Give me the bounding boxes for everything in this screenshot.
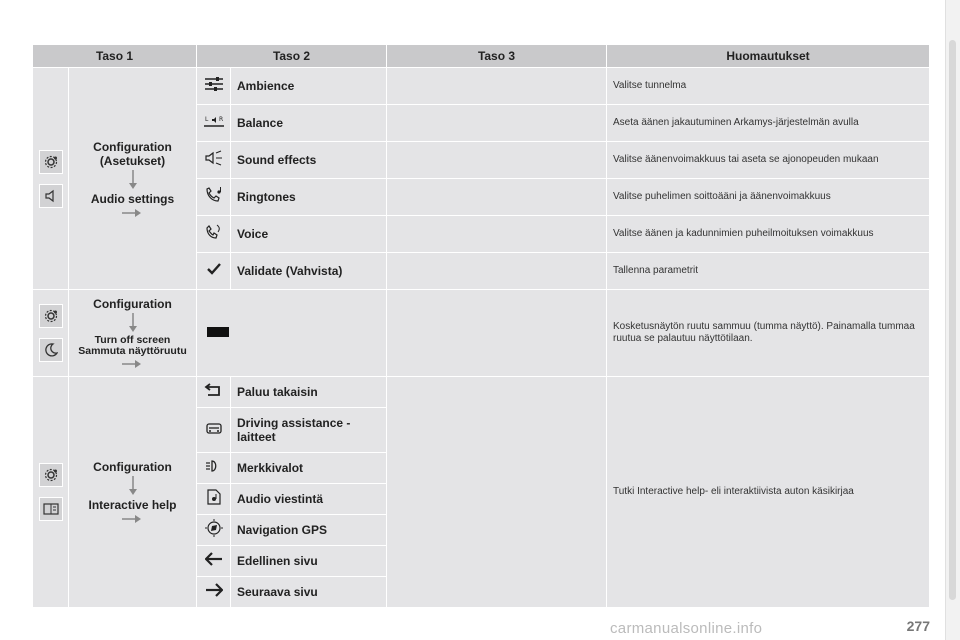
audio-phone-icon	[204, 488, 224, 506]
back-icon-cell	[197, 377, 231, 408]
level3-label[interactable]: Sound effects	[231, 142, 387, 179]
navigation-icon-cell	[197, 515, 231, 546]
voice-icon	[204, 223, 224, 241]
header-huomautukset: Huomautukset	[607, 45, 930, 68]
header-taso2: Taso 2	[197, 45, 387, 68]
note: Valitse puhelimen soittoääni ja äänenvoimakkuus	[607, 179, 930, 216]
balance-icon-cell	[197, 105, 231, 142]
level3-label[interactable]: Edellinen sivu	[231, 546, 387, 577]
gear-icon	[39, 463, 63, 487]
level3-label[interactable]: Driving assistance - laitteet	[231, 408, 387, 453]
arrow-right-icon	[122, 514, 142, 524]
dark-screen-icon	[207, 327, 229, 337]
voice-icon-cell	[197, 216, 231, 253]
dark-screen-icon-cell	[197, 290, 387, 377]
level3-empty	[387, 142, 607, 179]
level2-line2: Interactive help	[88, 498, 177, 512]
level3-label[interactable]: Audio viestintä	[231, 484, 387, 515]
level3-label[interactable]: Validate (Vahvista)	[231, 253, 387, 290]
level3-label[interactable]: Seuraava sivu	[231, 577, 387, 608]
header-taso3: Taso 3	[387, 45, 607, 68]
level3-label[interactable]: Merkkivalot	[231, 453, 387, 484]
svg-text:L: L	[204, 115, 208, 123]
scrollbar-thumb[interactable]	[949, 40, 956, 600]
level2-audio-settings	[69, 68, 197, 290]
gear-icon	[39, 150, 63, 174]
ringtones-icon-cell	[197, 179, 231, 216]
level3-label[interactable]: Navigation GPS	[231, 515, 387, 546]
note: Tallenna parametrit	[607, 253, 930, 290]
balance-icon	[203, 113, 225, 129]
level2-line2: Turn off screen	[94, 334, 171, 346]
sliders-icon	[204, 76, 224, 92]
headlight-icon	[204, 459, 224, 473]
level3-empty	[387, 253, 607, 290]
level3-empty	[387, 68, 607, 105]
arrow-right-icon	[122, 208, 142, 218]
audio-communication-icon-cell	[197, 484, 231, 515]
level1-icons	[33, 377, 69, 608]
note: Tutki Interactive help- eli interaktiivista auton käsikirjaa	[607, 377, 930, 608]
svg-text:R: R	[218, 115, 223, 123]
speaker-icon	[39, 184, 63, 208]
page-number: 277	[906, 618, 930, 634]
settings-table	[32, 44, 930, 608]
table-row	[33, 68, 930, 105]
warning-lights-icon-cell	[197, 453, 231, 484]
level3-empty	[387, 377, 607, 608]
header-row	[33, 45, 930, 68]
ringtone-icon	[204, 186, 224, 204]
level3-label[interactable]: Ambience	[231, 68, 387, 105]
arrow-down-icon	[128, 313, 138, 333]
arrow-down-icon	[128, 476, 138, 496]
note: Aseta äänen jakautuminen Arkamys-järjestelmän avulla	[607, 105, 930, 142]
level2-turn-off-screen	[69, 290, 197, 377]
level3-empty	[387, 105, 607, 142]
level3-label[interactable]: Voice	[231, 216, 387, 253]
level3-label[interactable]: Paluu takaisin	[231, 377, 387, 408]
level1-icons	[33, 68, 69, 290]
scrollbar[interactable]	[945, 0, 960, 640]
sound-effects-icon-cell	[197, 142, 231, 179]
navigation-compass-icon	[204, 518, 224, 538]
gear-icon	[39, 304, 63, 328]
level2-line3: Sammuta näyttöruutu	[78, 345, 187, 357]
sound-effects-icon	[204, 150, 224, 166]
level2-line1: Configuration	[93, 460, 172, 474]
driving-assistance-icon-cell	[197, 408, 231, 453]
level3-empty	[387, 216, 607, 253]
back-arrow-icon	[204, 382, 224, 398]
arrow-right-icon	[122, 359, 142, 369]
moon-icon	[39, 338, 63, 362]
arrow-down-icon	[128, 170, 138, 190]
note: Valitse äänen ja kadunnimien puheilmoituksen voimakkuus	[607, 216, 930, 253]
ambience-icon-cell	[197, 68, 231, 105]
level2-line1: Configuration	[93, 297, 172, 311]
validate-icon-cell	[197, 253, 231, 290]
next-page-icon-cell	[197, 577, 231, 608]
watermark: carmanualsonline.info	[610, 620, 763, 637]
level2-line3: Audio settings	[90, 191, 175, 206]
manual-book-icon	[39, 497, 63, 521]
table-row	[33, 290, 930, 377]
checkmark-icon	[206, 262, 222, 276]
level3-label[interactable]: Ringtones	[231, 179, 387, 216]
previous-page-icon-cell	[197, 546, 231, 577]
header-taso1: Taso 1	[33, 45, 197, 68]
level2-line1: Configuration	[93, 139, 172, 154]
note: Kosketusnäytön ruutu sammuu (tumma näyttö). Painamalla tummaa ruutua se palautuu näyttötilaan.	[607, 290, 930, 377]
note: Valitse äänenvoimakkuus tai aseta se ajonopeuden mukaan	[607, 142, 930, 179]
arrow-right-icon	[205, 583, 223, 597]
level3-label[interactable]: Balance	[231, 105, 387, 142]
note: Valitse tunnelma	[607, 68, 930, 105]
car-icon	[205, 421, 223, 435]
table-row	[33, 377, 930, 408]
level3-empty	[387, 179, 607, 216]
level3-empty	[387, 290, 607, 377]
arrow-left-icon	[205, 552, 223, 566]
level1-icons	[33, 290, 69, 377]
level2-interactive-help	[69, 377, 197, 608]
level2-line2: (Asetukset)	[99, 153, 166, 168]
